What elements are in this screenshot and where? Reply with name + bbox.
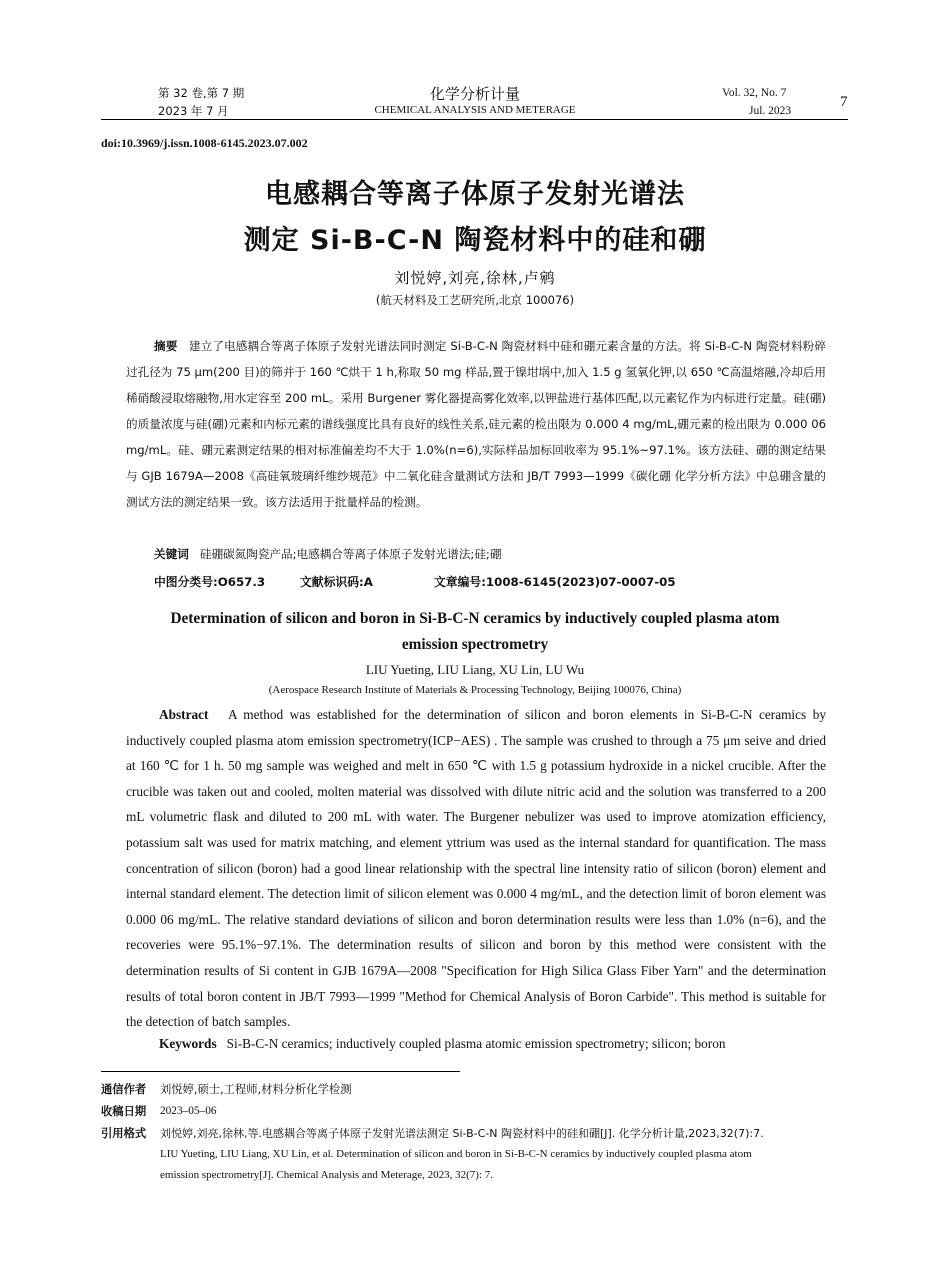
received-value: 2023–05–06 <box>160 1105 217 1117</box>
abstract-cn-text: 建立了电感耦合等离子体原子发射光谱法同时测定 Si-B-C-N 陶瓷材料中硅和硼元素含量的方法。将 Si-B-C-N 陶瓷材料粉碎过孔径为 75 μm(200 目)的筛并于 160 ℃烘干 1 h,称取 50 mg 样品,置于镍坩埚中,加入 1.5 g 氢氧化钾,以 650 ℃高温熔融,冷却后用稀硝酸浸取熔融物,用水定容至 200 mL。采用 Burgener 雾化器提高雾化效率,以钾盐进行基体匹配,以元素钇作为内标进行定量。硅(硼)的质量浓度与硅(硼)元素和内标元素的谱线强度比具有良好的线性关系,硅元素的检出限为 0.000 4 mg/mL,硼元素的检出限为 0.000 06 mg/mL。硅、硼元素测定结果的相对标准偏差均不大于 1.0%(n=6),实际样品加标回收率为 95.1%~97.1%。该方法硅、硼的测定结果与 GJB 1679A—2008《高硅氧玻璃纤维纱规范》中二氧化硅含量测试方法和 JB/T 7993—1999《碳化硼 化学分析方法》中总硼含量的测试方法的测定结果一致。该方法适用于批量样品的检测。 <box>126 339 826 509</box>
citation-en-line2: emission spectrometry[J]. Chemical Analysis and Meterage, 2023, 32(7): 7. <box>160 1169 493 1181</box>
abstract-cn <box>126 333 826 515</box>
keywords-cn <box>154 546 501 562</box>
affiliation-cn: (航天材料及工艺研究所,北京 100076) <box>375 293 575 307</box>
title-en-line2: emission spectrometry <box>401 636 549 653</box>
header-date-cn: 2023 年 7 月 <box>158 104 229 118</box>
header-journal-cn: 化学分析计量 <box>429 85 520 103</box>
header-rule <box>101 119 848 120</box>
footnote-rule <box>101 1071 460 1072</box>
doi: doi:10.3969/j.issn.1008-6145.2023.07.002 <box>101 136 308 150</box>
keywords-en-text: Si-B-C-N ceramics; inductively coupled plasma atomic emission spectrometry; silicon; boron <box>226 1036 726 1051</box>
keywords-en-label: Keywords <box>159 1036 217 1051</box>
clc-number <box>154 573 265 590</box>
header-volume-en: Vol. 32, No. 7 <box>722 87 787 99</box>
abstract-en-label: Abstract <box>159 707 209 722</box>
doc-code-value: A <box>363 575 373 589</box>
article-number <box>434 573 676 590</box>
clc-label: 中图分类号: <box>154 575 218 589</box>
authors-cn: 刘悦婷,刘亮,徐林,卢鹓 <box>394 269 556 287</box>
corresponding-value: 刘悦婷,硕士,工程师,材料分析化学检测 <box>160 1083 352 1096</box>
document-code <box>300 573 373 590</box>
keywords-en <box>159 1036 726 1052</box>
page-number: 7 <box>840 94 848 110</box>
abstract-en-text: A method was established for the determination of silicon and boron elements in Si-B-C-N ceramics by inductively coupled plasma atom emission spectrometry(ICP−AES) . The sample was crushed to through a 75 μm seive and dried at 160 ℃ for 1 h. 50 mg sample was weighed and melt in 650 ℃ with 1.5 g potassium hydroxide in a nickel crucible. After the crucible was taken out and cooled, molten material was dissolved with dilute nitric acid and the solution was transferred to a 200 mL volumetric flask and diluted to 200 mL with water. The Burgener nebulizer was used to improve atomization efficiency, potassium salt was used for matrix matching, and element yttrium was used as the internal standard for quantification. The mass concentration of silicon (boron) had a good linear relationship with the spectral line intensity ratio of silicon (boron) element and internal standard element. The detection limit of silicon element was 0.000 4 mg/mL, and the detection limit of boron element was 0.000 06 mg/mL. The relative standard deviations of silicon and boron determination results were less than 1.0% (n=6), and the recoveries were 95.1%−97.1%. The determination results of silicon and boron by this method were consistent with the determination results of Si content in GJB 1679A—2008 "Specification for High Silica Glass Fiber Yarn" and the determination results of total boron content in JB/T 7993—1999 "Method for Chemical Analysis of Boron Carbide". This method is suitable for the detection of batch samples. <box>126 707 826 1030</box>
title-en-line1: Determination of silicon and boron in Si-B-C-N ceramics by inductively coupled plasma atom <box>170 610 780 627</box>
article-no-value: 1008-6145(2023)07-0007-05 <box>485 575 676 589</box>
doc-code-label: 文献标识码: <box>300 575 364 589</box>
received-label: 收稿日期 <box>101 1105 147 1118</box>
clc-value: O657.3 <box>217 575 266 589</box>
keywords-cn-text: 硅硼碳氮陶瓷产品;电感耦合等离子体原子发射光谱法;硅;硼 <box>199 547 502 561</box>
abstract-en <box>126 702 826 1035</box>
header-journal-en: CHEMICAL ANALYSIS AND METERAGE <box>374 104 576 116</box>
title-cn-line2: 测定 Si-B-C-N 陶瓷材料中的硅和硼 <box>243 225 707 256</box>
header-date-en: Jul. 2023 <box>749 105 792 117</box>
keywords-cn-label: 关键词 <box>154 547 189 561</box>
authors-en: LIU Yueting, LIU Liang, XU Lin, LU Wu <box>365 662 585 677</box>
header-volume-cn: 第 32 卷,第 7 期 <box>158 86 245 100</box>
citation-en-line1: LIU Yueting, LIU Liang, XU Lin, et al. Determination of silicon and boron in Si-B-C-N ceramics by inductively coupled plasma atom <box>160 1148 752 1160</box>
title-cn-line1: 电感耦合等离子体原子发射光谱法 <box>265 179 685 210</box>
corresponding-label: 通信作者 <box>101 1083 147 1096</box>
abstract-cn-label: 摘要 <box>154 339 178 353</box>
citation-cn: 刘悦婷,刘亮,徐林,等.电感耦合等离子体原子发射光谱法测定 Si-B-C-N 陶瓷材料中的硅和硼[J]. 化学分析计量,2023,32(7):7. <box>160 1127 764 1140</box>
article-no-label: 文章编号: <box>434 575 486 589</box>
citation-label: 引用格式 <box>101 1127 147 1140</box>
affiliation-en: (Aerospace Research Institute of Materials & Processing Technology, Beijing 100076, China) <box>268 684 682 696</box>
